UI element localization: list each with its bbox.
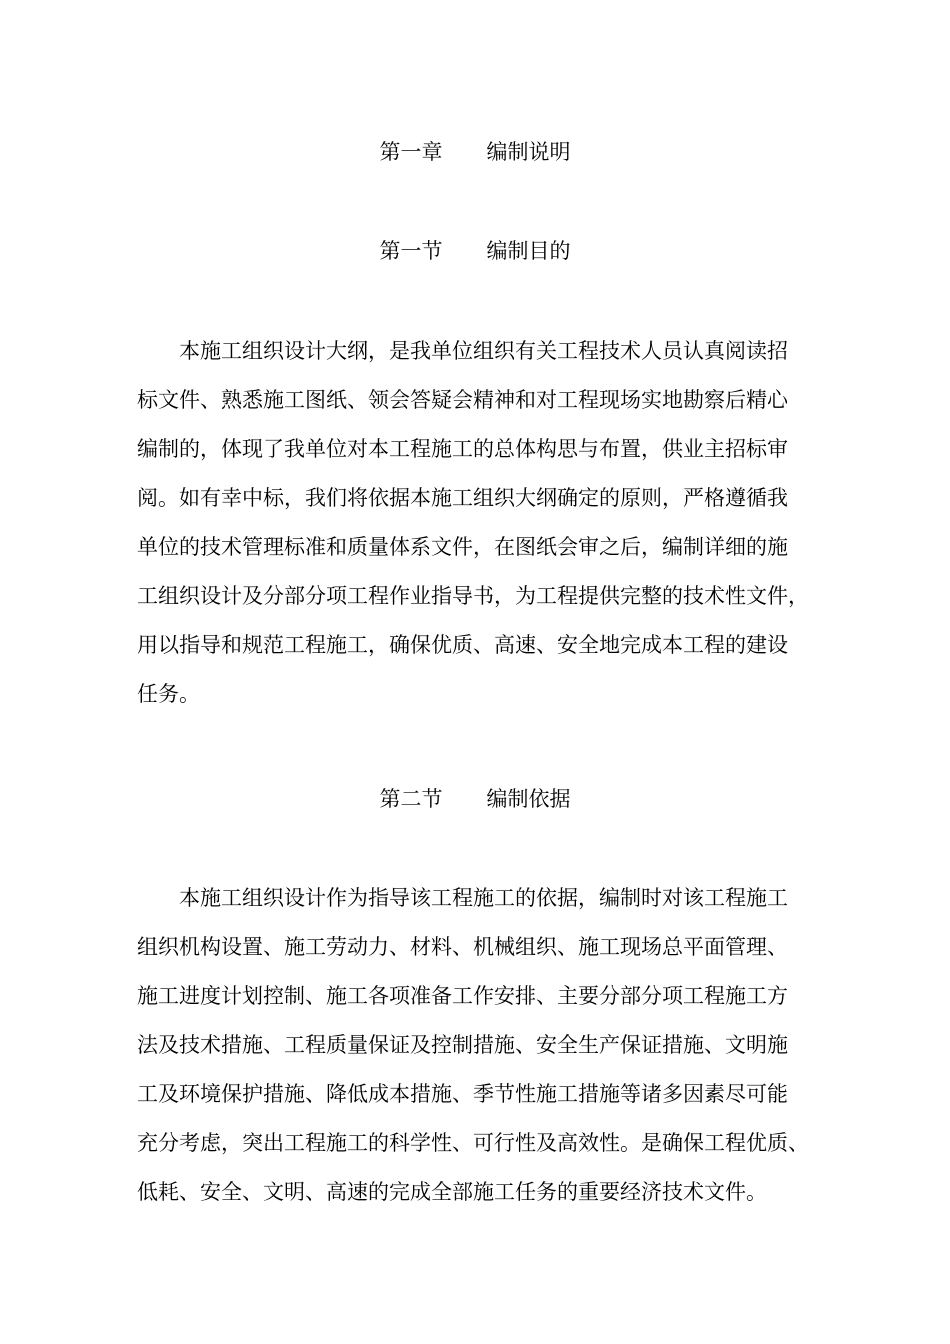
paragraph-line: 任务。 (137, 682, 200, 706)
paragraph-line: 施工进度计划控制、施工各项准备工作安排、主要分部分项工程施工方 (137, 984, 788, 1008)
section-heading-2 (0, 784, 950, 814)
paragraph-line: 法及技术措施、工程质量保证及控制措施、安全生产保证措施、文明施 (137, 1033, 788, 1057)
paragraph-line: 组织机构设置、施工劳动力、材料、机械组织、施工现场总平面管理、 (137, 935, 788, 959)
section-title: 编制依据 (486, 787, 571, 811)
paragraph-line: 阅。如有幸中标，我们将依据本施工组织大纲确定的原则，严格遵循我 (137, 486, 788, 510)
section-number: 第二节 (379, 787, 443, 811)
paragraph-line: 编制的，体现了我单位对本工程施工的总体构思与布置，供业主招标审 (137, 437, 788, 461)
paragraph-line: 标文件、熟悉施工图纸、领会答疑会精神和对工程现场实地勘察后精心 (137, 388, 788, 412)
chapter-heading (0, 137, 950, 167)
section-heading-1 (0, 236, 950, 266)
paragraph-line: 工组织设计及分部分项工程作业指导书，为工程提供完整的技术性文件， (137, 584, 809, 608)
section-number: 第一节 (379, 239, 443, 263)
paragraph-line: 充分考虑，突出工程施工的科学性、可行性及高效性。是确保工程优质、 (137, 1131, 809, 1155)
section-title: 编制目的 (486, 239, 571, 263)
paragraph-line: 本施工组织设计作为指导该工程施工的依据，编制时对该工程施工 (179, 886, 788, 910)
paragraph-line: 单位的技术管理标准和质量体系文件，在图纸会审之后，编制详细的施 (137, 535, 788, 559)
paragraph-line: 低耗、安全、文明、高速的完成全部施工任务的重要经济技术文件。 (137, 1180, 767, 1204)
paragraph-line: 本施工组织设计大纲，是我单位组织有关工程技术人员认真阅读招 (179, 339, 788, 363)
chapter-title: 编制说明 (486, 140, 571, 164)
paragraph-line: 工及环境保护措施、降低成本措施、季节性施工措施等诸多因素尽可能 (137, 1082, 788, 1106)
chapter-number: 第一章 (379, 140, 443, 164)
paragraph-line: 用以指导和规范工程施工，确保优质、高速、安全地完成本工程的建设 (137, 633, 788, 657)
